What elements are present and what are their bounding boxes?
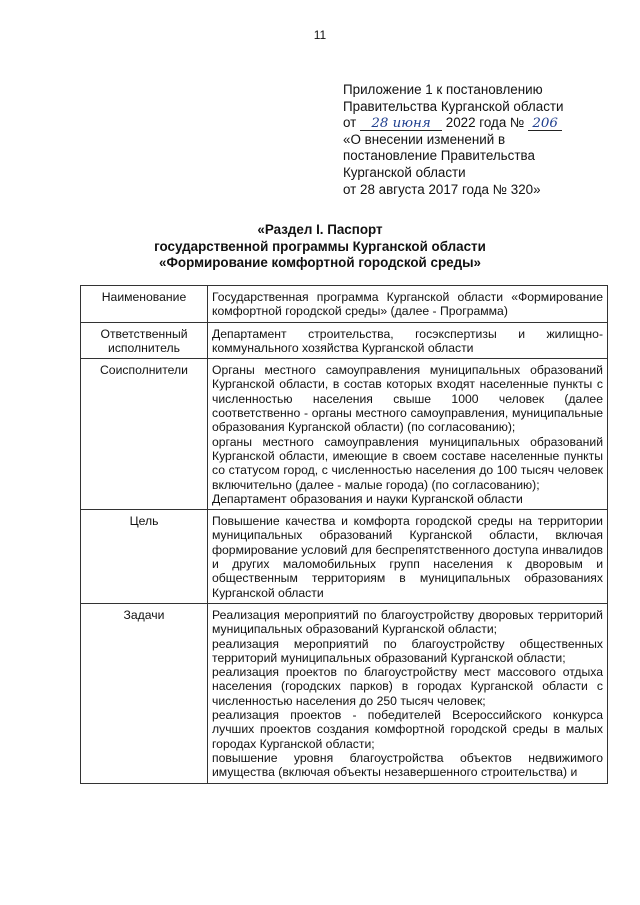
row-label: Наименование <box>81 286 208 323</box>
section-heading <box>0 222 640 272</box>
row-label: Цель <box>81 510 208 604</box>
row-label: Соисполнители <box>81 359 208 510</box>
value-paragraph: Департамент образования и науки Курганской области <box>212 491 523 506</box>
annex-line-1: Приложение 1 к постановлению <box>343 82 543 97</box>
row-label: Ответственный исполнитель <box>81 322 208 359</box>
table-row <box>81 359 608 510</box>
row-value <box>208 322 608 359</box>
table-row <box>81 286 608 323</box>
annex-date-prefix: от <box>343 115 357 131</box>
value-paragraph: повышение уровня благоустройства объектов недвижимого имущества (включая объекты незавершенного строительства) и <box>212 750 603 780</box>
annex-line-5: постановление Правительства <box>343 148 535 164</box>
annex-line-6: Курганской области <box>343 164 466 180</box>
heading-line-2: государственной программы Курганской области <box>154 238 486 254</box>
row-value <box>208 510 608 604</box>
annex-line-7: от 28 августа 2017 года № 320» <box>343 181 541 197</box>
row-label: Задачи <box>81 603 208 783</box>
annex-line-4: «О внесении изменений в <box>343 131 506 147</box>
table-row <box>81 322 608 359</box>
value-paragraph: реализация мероприятий по благоустройству общественных территорий муниципальных образований Курганской области; <box>212 636 603 665</box>
heading-line-1: «Раздел I. Паспорт <box>257 222 383 237</box>
value-paragraph: реализация проектов по благоустройству мест массового отдыха населения (городских парков) в городах Курганской области с численностью населения до 250 тысяч человек; <box>212 665 603 708</box>
annex-year-text: 2022 года № <box>445 115 525 131</box>
value-paragraph: Повышение качества и комфорта городской среды на территории муниципальных образований Курганской области, включая формирование условий для беспрепятственного доступа инвалидов и других маломобильных групп населения к дворовым и общественным территориям в муниципальных образованиях Курганской области <box>212 514 603 600</box>
annex-line-2: Правительства Курганской области <box>343 98 564 114</box>
row-value <box>208 286 608 323</box>
heading-line-3: «Формирование комфортной городской среды» <box>159 255 481 271</box>
passport-table <box>80 285 608 784</box>
handwritten-date: 28 июня <box>360 117 442 131</box>
handwritten-number: 206 <box>528 117 562 131</box>
value-paragraph: Департамент строительства, госэкспертизы и жилищно-коммунального хозяйства Курганской области <box>212 326 603 355</box>
annex-block <box>343 82 623 198</box>
value-paragraph: реализация проектов - победителей Всероссийского конкурса лучших проектов создания комфортной городской среды в малых городах Курганской области; <box>212 708 603 751</box>
value-paragraph: органы местного самоуправления муниципальных образований Курганской области, имеющие в своем составе населенные пункты со статусом город, с численностью населения до 100 тысяч человек включительно (далее - малые города) (по согласованию); <box>212 434 603 492</box>
page-number: 11 <box>313 28 327 42</box>
annex-date-line <box>343 115 623 132</box>
row-value <box>208 603 608 783</box>
value-paragraph: Реализация мероприятий по благоустройству дворовых территорий муниципальных образований Курганской области; <box>212 607 603 637</box>
value-paragraph: Органы местного самоуправления муниципальных образований Курганской области, в состав которых входят населенные пункты с численностью населения свыше 1000 человек (далее соответственно - органы местного самоуправления, муниципальные образования Курганской области) (по согласованию); <box>212 363 603 435</box>
table-row <box>81 510 608 604</box>
table-row <box>81 603 608 783</box>
row-value <box>208 359 608 510</box>
value-paragraph: Государственная программа Курганской области «Формирование комфортной городской среды» (далее - Программа) <box>212 290 603 319</box>
